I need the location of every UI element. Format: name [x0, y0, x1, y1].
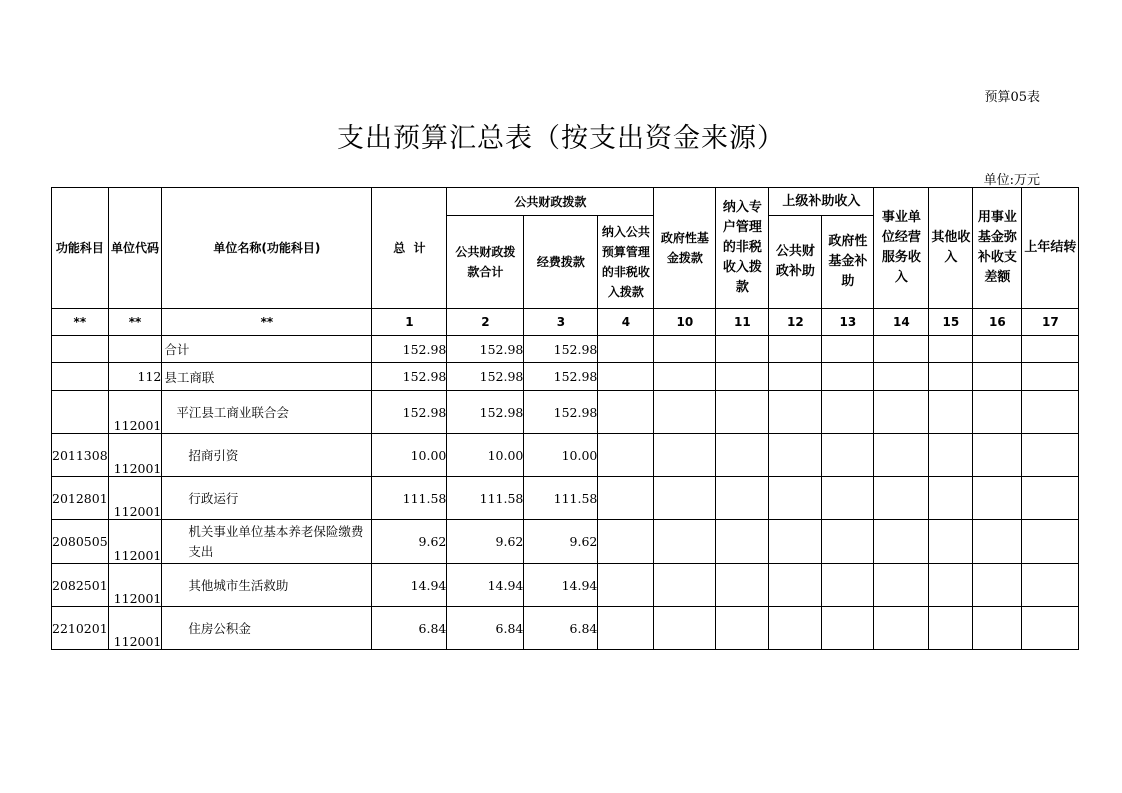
table-row: [52, 391, 1079, 434]
empty-cell: [973, 363, 1022, 391]
operating-funds-cell: 10.00: [524, 434, 598, 477]
empty-cell: [874, 363, 929, 391]
total-cell: 9.62: [372, 520, 447, 564]
header-gov-fund: 政府性基金拨款: [654, 188, 716, 309]
header-unit-name: 单位名称(功能科目): [162, 188, 372, 309]
unit-name-cell: 机关事业单位基本养老保险缴费支出: [162, 520, 372, 564]
index-cell: **: [108, 309, 162, 336]
header-gov-fund-subsidy: 政府性基金补助: [822, 216, 874, 309]
operating-funds-cell: 6.84: [524, 607, 598, 650]
table-row: [52, 607, 1079, 650]
empty-cell: [769, 363, 822, 391]
unit-code-cell: [108, 336, 162, 363]
empty-cell: [929, 336, 973, 363]
unit-code-cell: 112001: [108, 564, 162, 607]
operating-funds-cell: 152.98: [524, 363, 598, 391]
total-cell: 10.00: [372, 434, 447, 477]
operating-funds-cell: 111.58: [524, 477, 598, 520]
empty-cell: [973, 477, 1022, 520]
total-cell: 152.98: [372, 391, 447, 434]
empty-cell: [654, 607, 716, 650]
unit-label: 单位:万元: [983, 173, 1040, 188]
empty-cell: [822, 564, 874, 607]
empty-cell: [1022, 477, 1079, 520]
public-finance-sum-cell: 10.00: [447, 434, 524, 477]
empty-cell: [654, 520, 716, 564]
public-finance-sum-cell: 6.84: [447, 607, 524, 650]
func-subject-cell: 2082501: [52, 564, 109, 607]
empty-cell: [1022, 434, 1079, 477]
unit-code-cell: 112001: [108, 520, 162, 564]
index-cell: 17: [1022, 309, 1079, 336]
empty-cell: [716, 477, 769, 520]
empty-cell: [874, 336, 929, 363]
total-cell: 14.94: [372, 564, 447, 607]
empty-cell: [929, 520, 973, 564]
empty-cell: [598, 520, 654, 564]
header-total: 总 计: [372, 188, 447, 309]
unit-code-cell: 112001: [108, 391, 162, 434]
empty-cell: [716, 434, 769, 477]
total-cell: 152.98: [372, 336, 447, 363]
total-cell: 152.98: [372, 363, 447, 391]
table-row: [52, 477, 1079, 520]
header-unit-code: 单位代码: [108, 188, 162, 309]
empty-cell: [874, 391, 929, 434]
empty-cell: [1022, 520, 1079, 564]
empty-cell: [874, 607, 929, 650]
empty-cell: [973, 520, 1022, 564]
operating-funds-cell: 152.98: [524, 391, 598, 434]
header-func-subject: 功能科目: [52, 188, 109, 309]
index-cell: 11: [716, 309, 769, 336]
form-number: 预算05表: [984, 90, 1040, 105]
empty-cell: [598, 434, 654, 477]
empty-cell: [654, 363, 716, 391]
func-subject-cell: [52, 336, 109, 363]
index-cell: 4: [598, 309, 654, 336]
empty-cell: [929, 607, 973, 650]
empty-cell: [654, 336, 716, 363]
empty-cell: [598, 564, 654, 607]
empty-cell: [716, 607, 769, 650]
empty-cell: [716, 564, 769, 607]
header-nontax-income: 纳入公共预算管理的非税收入拨款: [598, 216, 654, 309]
empty-cell: [598, 477, 654, 520]
table-row: [52, 520, 1079, 564]
empty-cell: [822, 607, 874, 650]
empty-cell: [822, 336, 874, 363]
table-row: [52, 363, 1079, 391]
operating-funds-cell: 9.62: [524, 520, 598, 564]
empty-cell: [929, 363, 973, 391]
empty-cell: [822, 391, 874, 434]
data-rows: [52, 336, 1079, 650]
empty-cell: [973, 336, 1022, 363]
index-cell: 1: [372, 309, 447, 336]
empty-cell: [973, 391, 1022, 434]
unit-name-cell: 县工商联: [162, 363, 372, 391]
empty-cell: [769, 477, 822, 520]
empty-cell: [598, 391, 654, 434]
empty-cell: [874, 477, 929, 520]
operating-funds-cell: 152.98: [524, 336, 598, 363]
empty-cell: [822, 477, 874, 520]
func-subject-cell: [52, 391, 109, 434]
func-subject-cell: 2080505: [52, 520, 109, 564]
index-cell: 2: [447, 309, 524, 336]
empty-cell: [769, 520, 822, 564]
table-row: [52, 564, 1079, 607]
public-finance-sum-cell: 14.94: [447, 564, 524, 607]
budget-table: [51, 187, 1079, 650]
public-finance-sum-cell: 152.98: [447, 336, 524, 363]
index-cell: 13: [822, 309, 874, 336]
table-row: [52, 336, 1079, 363]
operating-funds-cell: 14.94: [524, 564, 598, 607]
empty-cell: [973, 564, 1022, 607]
empty-cell: [929, 434, 973, 477]
header-fund-deficit: 用事业基金弥补收支差额: [973, 188, 1022, 309]
empty-cell: [716, 363, 769, 391]
empty-cell: [822, 434, 874, 477]
empty-cell: [1022, 564, 1079, 607]
unit-name-cell: 招商引资: [162, 434, 372, 477]
empty-cell: [769, 336, 822, 363]
header-public-finance-subsidy: 公共财政补助: [769, 216, 822, 309]
unit-name-cell: 平江县工商业联合会: [162, 391, 372, 434]
empty-cell: [973, 607, 1022, 650]
header-business-service: 事业单位经营服务收入: [874, 188, 929, 309]
index-cell: 16: [973, 309, 1022, 336]
index-cell: 14: [874, 309, 929, 336]
unit-code-cell: 112001: [108, 607, 162, 650]
unit-name-cell: 住房公积金: [162, 607, 372, 650]
empty-cell: [654, 477, 716, 520]
index-cell: **: [162, 309, 372, 336]
empty-cell: [929, 391, 973, 434]
empty-cell: [598, 363, 654, 391]
empty-cell: [598, 336, 654, 363]
empty-cell: [716, 520, 769, 564]
empty-cell: [1022, 363, 1079, 391]
header-other-income: 其他收入: [929, 188, 973, 309]
empty-cell: [716, 391, 769, 434]
header-public-finance: 公共财政拨款: [447, 188, 654, 216]
empty-cell: [874, 520, 929, 564]
unit-name-cell: 行政运行: [162, 477, 372, 520]
unit-code-cell: 112: [108, 363, 162, 391]
unit-code-cell: 112001: [108, 434, 162, 477]
empty-cell: [654, 391, 716, 434]
index-cell: 15: [929, 309, 973, 336]
header-special-account: 纳入专户管理的非税收入拨款: [716, 188, 769, 309]
index-cell: 10: [654, 309, 716, 336]
header-superior-subsidy: 上级补助收入: [769, 188, 874, 216]
public-finance-sum-cell: 9.62: [447, 520, 524, 564]
table-row: [52, 434, 1079, 477]
empty-cell: [769, 391, 822, 434]
empty-cell: [769, 607, 822, 650]
empty-cell: [822, 363, 874, 391]
empty-cell: [1022, 336, 1079, 363]
index-cell: **: [52, 309, 109, 336]
unit-code-cell: 112001: [108, 477, 162, 520]
total-cell: 111.58: [372, 477, 447, 520]
empty-cell: [769, 564, 822, 607]
empty-cell: [822, 520, 874, 564]
empty-cell: [716, 336, 769, 363]
index-cell: 12: [769, 309, 822, 336]
empty-cell: [769, 434, 822, 477]
public-finance-sum-cell: 152.98: [447, 363, 524, 391]
empty-cell: [929, 564, 973, 607]
empty-cell: [874, 434, 929, 477]
unit-name-cell: 合计: [162, 336, 372, 363]
func-subject-cell: 2011308: [52, 434, 109, 477]
empty-cell: [1022, 391, 1079, 434]
header-carryover: 上年结转: [1022, 188, 1079, 309]
empty-cell: [654, 434, 716, 477]
header-public-finance-sum: 公共财政拨款合计: [447, 216, 524, 309]
empty-cell: [973, 434, 1022, 477]
header-operating-funds: 经费拨款: [524, 216, 598, 309]
column-index-row: [52, 309, 1079, 336]
page-title: 支出预算汇总表（按支出资金来源）: [337, 123, 785, 154]
total-cell: 6.84: [372, 607, 447, 650]
empty-cell: [654, 564, 716, 607]
empty-cell: [874, 564, 929, 607]
func-subject-cell: [52, 363, 109, 391]
empty-cell: [1022, 607, 1079, 650]
unit-name-cell: 其他城市生活救助: [162, 564, 372, 607]
empty-cell: [598, 607, 654, 650]
func-subject-cell: 2012801: [52, 477, 109, 520]
public-finance-sum-cell: 152.98: [447, 391, 524, 434]
func-subject-cell: 2210201: [52, 607, 109, 650]
empty-cell: [929, 477, 973, 520]
public-finance-sum-cell: 111.58: [447, 477, 524, 520]
index-cell: 3: [524, 309, 598, 336]
